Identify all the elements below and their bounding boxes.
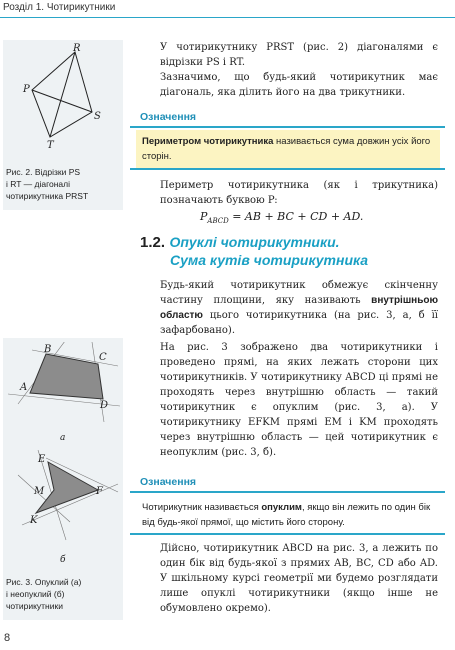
definition-text: називається сума довжин усіх його сторін.: [142, 136, 431, 162]
label-E: E: [38, 454, 46, 465]
figure-3-caption: [6, 576, 81, 612]
page-number: 8: [4, 632, 11, 644]
perimeter-formula: [200, 210, 363, 225]
definition-text: Чотирикутник називається: [142, 502, 262, 513]
label-A: A: [20, 382, 28, 393]
section-title-line2: Сума кутів чотирикутника: [170, 252, 369, 268]
running-header: [0, 0, 455, 18]
label-F: F: [96, 486, 103, 497]
definition-rule-bottom: [130, 533, 445, 535]
label-P: P: [23, 84, 30, 95]
definition-heading: Означення: [140, 111, 197, 123]
label-T: T: [47, 140, 54, 151]
figure-3a-diagram: [8, 342, 120, 446]
caption-line: і RT — діагоналі: [6, 179, 70, 189]
definition-heading: Означення: [140, 476, 197, 488]
section-heading: [140, 234, 368, 270]
definition-rule: [130, 126, 445, 128]
section-title-line1: Опуклі чотирикутники.: [169, 234, 340, 250]
paragraph-diagonals: [140, 40, 438, 100]
text-line: У чотирикутнику PRST (рис. 2) діагоналями є відрізки PS і RT.: [160, 42, 438, 68]
sub-label-a: а: [60, 433, 66, 443]
text-span: цього чотирикутника (на рис. 3, а, б її зафарбовано).: [160, 310, 438, 336]
caption-line: Рис. 3. Опуклий (а): [6, 577, 82, 587]
label-B: B: [44, 344, 52, 355]
section-title: Розділ 1. Чотирикутники: [3, 2, 116, 13]
text-line: Дійсно, чотирикутник ABCD на рис. 3, а лежить по один бік від будь-якої з прямих AB, BC, CD або AD. У шкільному курсі геометрії ми будемо розглядати лише опуклі чотирикутники (якщо інше не обумовлено окремо).: [160, 543, 438, 614]
label-K: K: [30, 515, 38, 526]
text-span: Будь-який чотирикутник обмежує скінченну частину площини, яку називають: [160, 280, 438, 306]
definition-term: Периметром чотирикутника: [142, 136, 274, 147]
formula-subscript: ABCD: [207, 217, 229, 226]
paragraph-interior: [140, 278, 438, 338]
figure-3b-diagram: [8, 450, 120, 565]
definition-rule: [130, 491, 445, 493]
label-D: D: [100, 400, 109, 411]
definition-convex: [136, 496, 440, 534]
section-number: 1.2.: [140, 234, 166, 251]
caption-line: Рис. 2. Відрізки PS: [6, 167, 81, 177]
label-S: S: [94, 111, 101, 122]
formula-symbol: P: [200, 210, 208, 223]
text-line: Периметр чотирикутника (як і трикутника) позначають буквою P:: [160, 180, 438, 206]
caption-line: чотирикутника PRST: [6, 191, 89, 201]
text-line: На рис. 3 зображено два чотирикутники і проведено прямі, на яких лежать сторони цих чотирикутників. У чотирикутнику ABCD ці прямі не проходять через внутрішню область — такий чотирикутник є опуклим (рис. 3, а). У чотирикутнику EFKM прямі EM і KM проходять через внутрішню область — цей чотирикутник є неопуклим (рис. 3, б).: [160, 342, 438, 458]
label-C: C: [99, 352, 107, 363]
figure-2-caption: [6, 166, 88, 202]
definition-term: опуклим: [261, 502, 302, 513]
sub-label-b: б: [60, 555, 66, 565]
paragraph-perimeter: [140, 178, 438, 208]
definition-text: , якщо він лежить по один бік від будь-якої прямої, що містить його сторону.: [142, 502, 431, 528]
definition-perimeter: [136, 130, 440, 168]
paragraph-convex-example: [140, 541, 438, 616]
formula-rest: = AB + BC + CD + AD.: [228, 210, 364, 223]
caption-line: і неопуклий (б): [6, 589, 65, 599]
paragraph-figure3: [140, 340, 438, 460]
label-R: R: [73, 43, 81, 54]
caption-line: чотирикутники: [6, 601, 63, 611]
figure-2-diagram: [20, 42, 110, 152]
term-interior: внутрішньою областю: [160, 295, 438, 321]
label-M: M: [34, 486, 45, 497]
definition-rule-bottom: [130, 168, 445, 170]
text-line: Зазначимо, що будь-який чотирикутник має діагональ, яка ділить його на два трикутники.: [160, 72, 438, 98]
